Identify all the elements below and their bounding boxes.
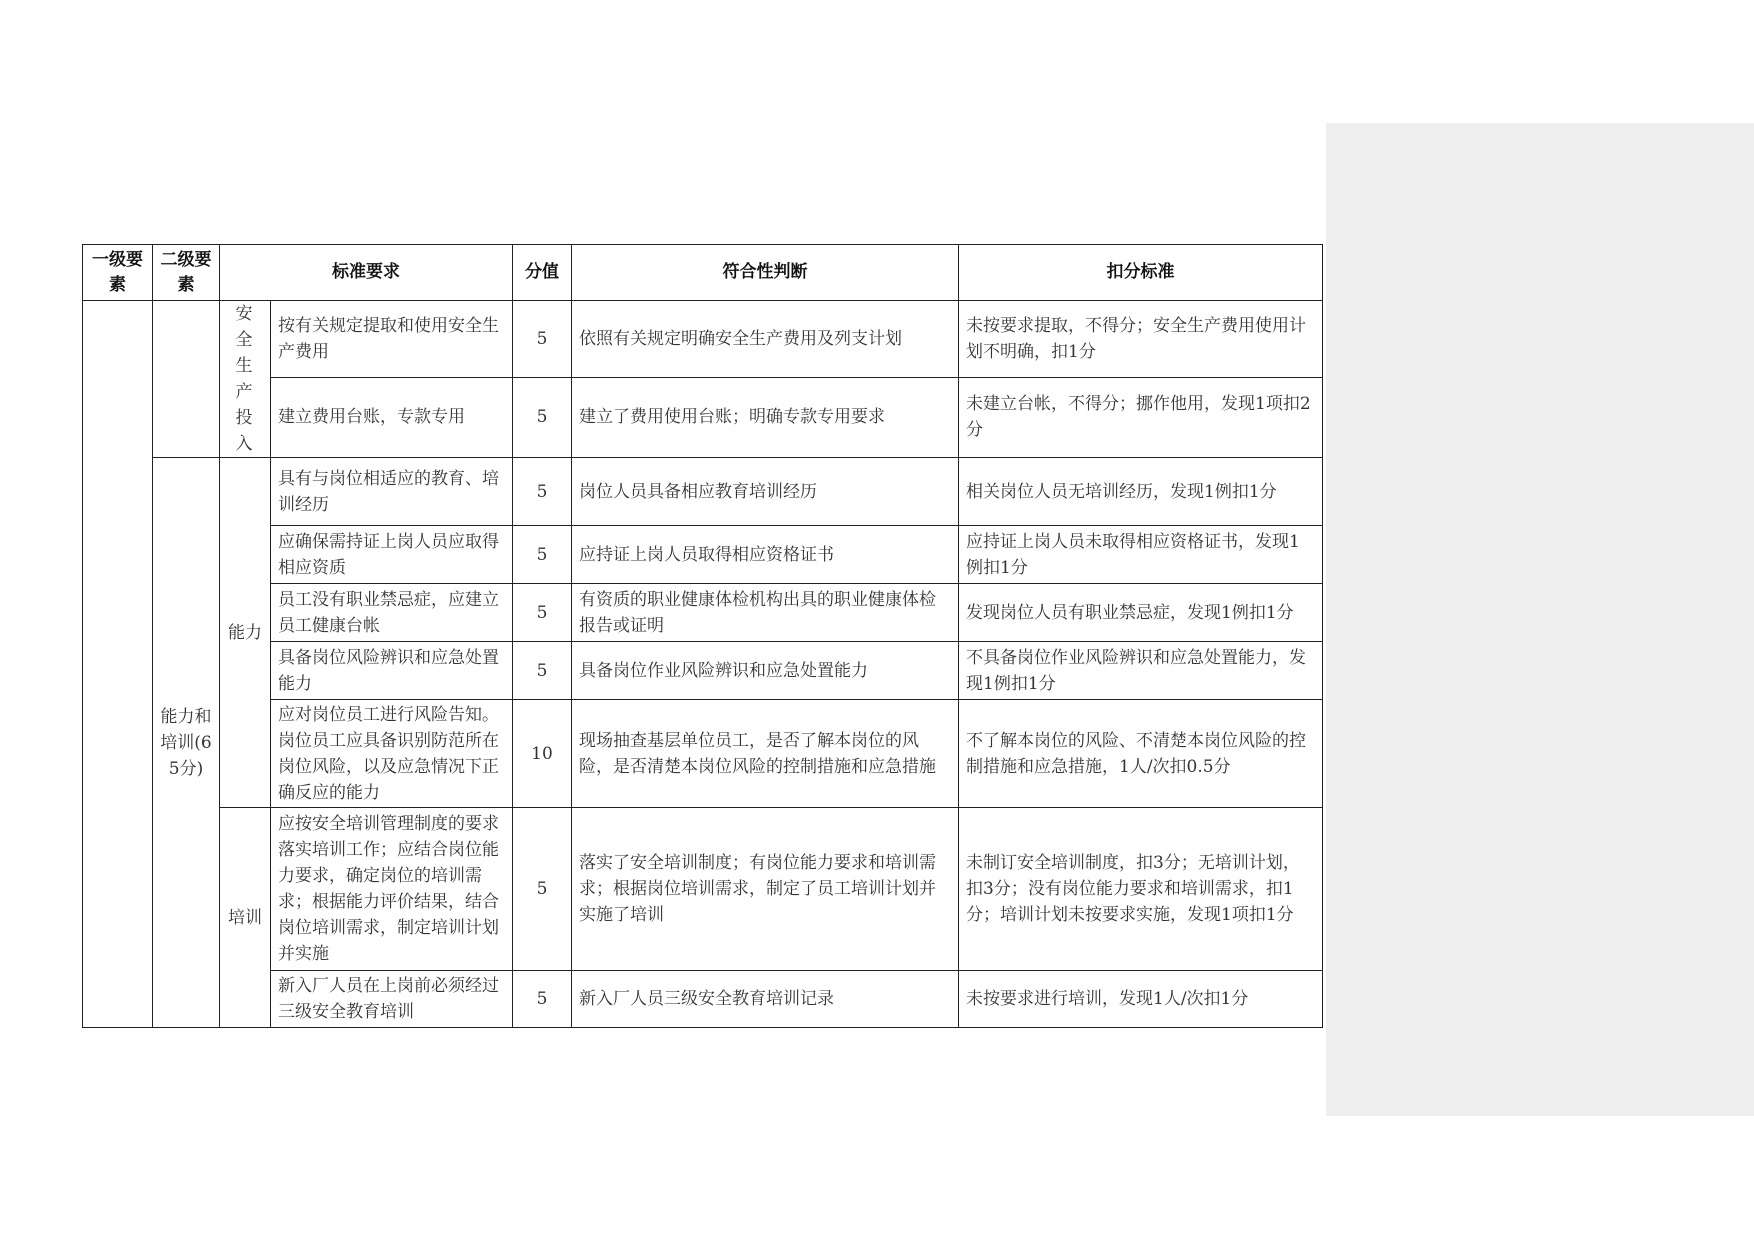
compliance-cell: 依照有关规定明确安全生产费用及列支计划 (572, 301, 959, 378)
standard-cell: 应按安全培训管理制度的要求落实培训工作；应结合岗位能力要求，确定岗位的培训需求；根据能力评价结果，结合岗位培训需求，制定培训计划并实施 (271, 808, 513, 971)
deduction-cell: 未按要求进行培训，发现1人/次扣1分 (959, 971, 1323, 1028)
standard-cell: 建立费用台账，专款专用 (271, 377, 513, 457)
comment-pane (1326, 123, 1754, 1116)
score-cell: 5 (513, 584, 572, 642)
compliance-cell: 现场抽查基层单位员工，是否了解本岗位的风险，是否清楚本岗位风险的控制措施和应急措施 (572, 700, 959, 808)
group-training: 培训 (220, 808, 271, 1028)
compliance-cell: 落实了安全培训制度；有岗位能力要求和培训需求；根据岗位培训需求，制定了员工培训计划并实施了培训 (572, 808, 959, 971)
standard-cell: 按有关规定提取和使用安全生产费用 (271, 301, 513, 378)
deduction-cell: 未按要求提取，不得分；安全生产费用使用计划不明确，扣1分 (959, 301, 1323, 378)
standard-cell: 新入厂人员在上岗前必须经过三级安全教育培训 (271, 971, 513, 1028)
compliance-cell: 应持证上岗人员取得相应资格证书 (572, 526, 959, 584)
score-cell: 5 (513, 301, 572, 378)
table-row (83, 458, 1323, 526)
deduction-cell: 不了解本岗位的风险、不清楚本岗位风险的控制措施和应急措施，1人/次扣0.5分 (959, 700, 1323, 808)
header-standard: 标准要求 (220, 245, 513, 301)
group-ability-training: 能力和培训(65分) (153, 458, 220, 1028)
score-cell: 5 (513, 458, 572, 526)
header-level1: 一级要素 (83, 245, 153, 301)
score-cell: 5 (513, 526, 572, 584)
deduction-cell: 未制订安全培训制度，扣3分；无培训计划，扣3分；没有岗位能力要求和培训需求，扣1分；培训计划未按要求实施，发现1项扣1分 (959, 808, 1323, 971)
level2-cell-empty (153, 301, 220, 458)
deduction-cell: 相关岗位人员无培训经历，发现1例扣1分 (959, 458, 1323, 526)
score-cell: 5 (513, 642, 572, 700)
deduction-cell: 发现岗位人员有职业禁忌症，发现1例扣1分 (959, 584, 1323, 642)
compliance-cell: 有资质的职业健康体检机构出具的职业健康体检报告或证明 (572, 584, 959, 642)
standard-cell: 员工没有职业禁忌症，应建立员工健康台帐 (271, 584, 513, 642)
score-cell: 10 (513, 700, 572, 808)
compliance-cell: 建立了费用使用台账；明确专款专用要求 (572, 377, 959, 457)
table-row (83, 808, 1323, 971)
header-level2: 二级要素 (153, 245, 220, 301)
score-cell: 5 (513, 971, 572, 1028)
level1-cell (83, 301, 153, 1028)
group-investment: 安全生产投入 (220, 301, 271, 458)
deduction-cell: 未建立台帐，不得分；挪作他用，发现1项扣2分 (959, 377, 1323, 457)
compliance-cell: 新入厂人员三级安全教育培训记录 (572, 971, 959, 1028)
standard-cell: 应确保需持证上岗人员应取得相应资质 (271, 526, 513, 584)
standard-cell: 具有与岗位相适应的教育、培训经历 (271, 458, 513, 526)
compliance-cell: 岗位人员具备相应教育培训经历 (572, 458, 959, 526)
score-cell: 5 (513, 377, 572, 457)
header-score: 分值 (513, 245, 572, 301)
header-row (83, 245, 1323, 301)
deduction-cell: 不具备岗位作业风险辨识和应急处置能力，发现1例扣1分 (959, 642, 1323, 700)
group-ability: 能力 (220, 458, 271, 808)
header-deduction: 扣分标准 (959, 245, 1323, 301)
standard-cell: 应对岗位员工进行风险告知。岗位员工应具备识别防范所在岗位风险，以及应急情况下正确反应的能力 (271, 700, 513, 808)
standard-cell: 具备岗位风险辨识和应急处置能力 (271, 642, 513, 700)
compliance-cell: 具备岗位作业风险辨识和应急处置能力 (572, 642, 959, 700)
safety-standard-table (82, 244, 1323, 1028)
deduction-cell: 应持证上岗人员未取得相应资格证书，发现1例扣1分 (959, 526, 1323, 584)
header-compliance: 符合性判断 (572, 245, 959, 301)
score-cell: 5 (513, 808, 572, 971)
table-row (83, 301, 1323, 378)
